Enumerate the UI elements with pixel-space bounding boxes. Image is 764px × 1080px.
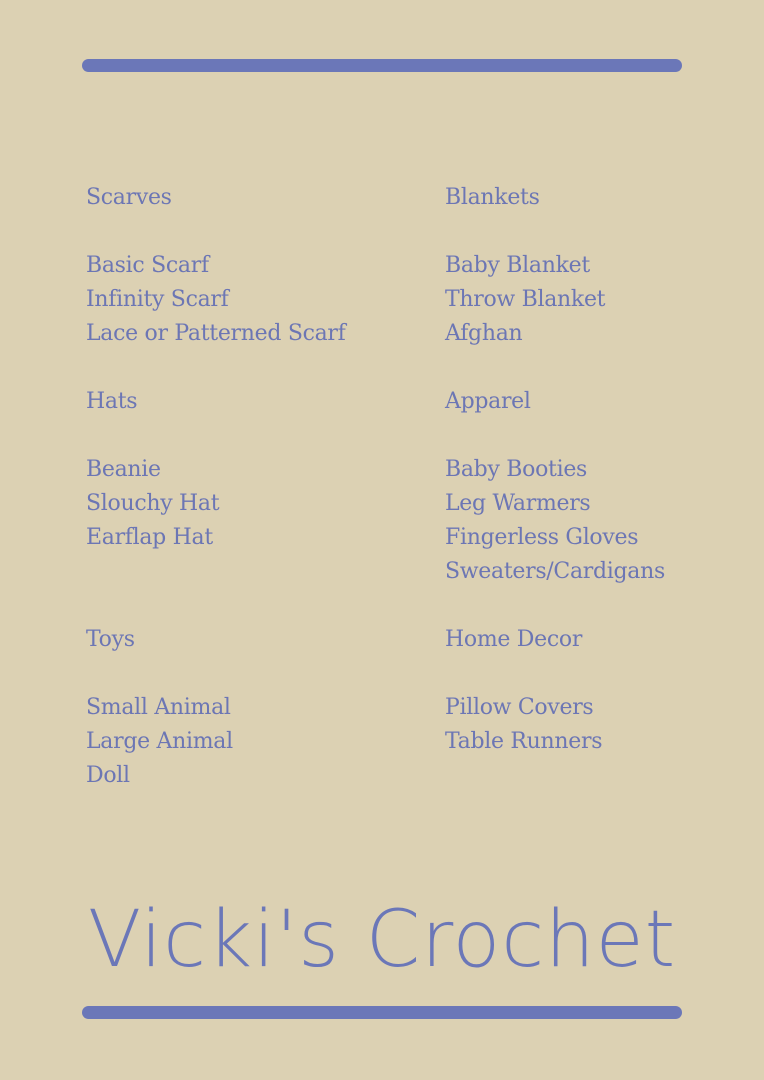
- section-heading: Home Decor: [445, 627, 583, 652]
- top-divider: [82, 59, 682, 72]
- list-item: Pillow Covers: [445, 695, 594, 720]
- section-heading: Apparel: [445, 389, 531, 414]
- list-item: Leg Warmers: [445, 491, 591, 516]
- list-item: Baby Blanket: [445, 253, 590, 278]
- list-item: Table Runners: [445, 729, 603, 754]
- section-heading: Toys: [86, 627, 135, 652]
- section-apparel: [445, 385, 665, 589]
- list-item: Doll: [86, 763, 130, 788]
- list-item: Beanie: [86, 457, 161, 482]
- section-toys: [86, 623, 233, 793]
- list-item: Throw Blanket: [445, 287, 606, 312]
- list-item: Fingerless Gloves: [445, 525, 639, 550]
- list-item: Small Animal: [86, 695, 231, 720]
- list-item: Baby Booties: [445, 457, 588, 482]
- section-blankets: [445, 181, 605, 351]
- list-item: Basic Scarf: [86, 253, 209, 278]
- section-heading: Blankets: [445, 185, 540, 210]
- list-item: Sweaters/Cardigans: [445, 559, 665, 584]
- list-item: Slouchy Hat: [86, 491, 220, 516]
- brand-title: Vicki's Crochet: [87, 895, 677, 985]
- list-item: Large Animal: [86, 729, 233, 754]
- list-item: Lace or Patterned Scarf: [86, 321, 346, 346]
- section-home-decor: [445, 623, 602, 759]
- list-item: Infinity Scarf: [86, 287, 229, 312]
- list-item: Afghan: [445, 321, 523, 346]
- list-item: Earflap Hat: [86, 525, 213, 550]
- section-heading: Hats: [86, 389, 138, 414]
- section-heading: Scarves: [86, 185, 172, 210]
- bottom-divider: [82, 1006, 682, 1019]
- section-hats: [86, 385, 219, 555]
- section-scarves: [86, 181, 346, 351]
